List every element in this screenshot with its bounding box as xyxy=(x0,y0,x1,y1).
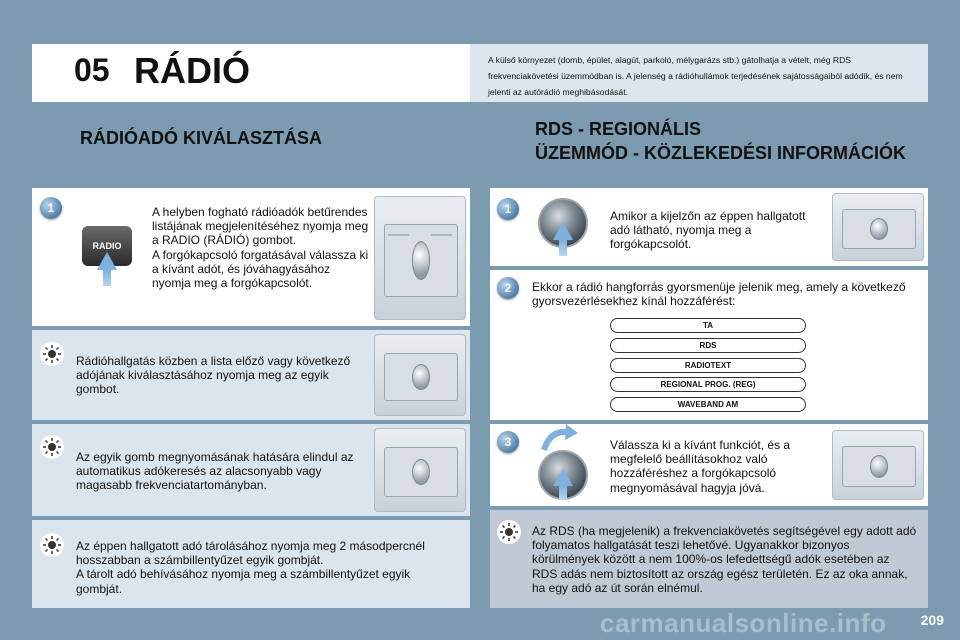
chapter-title: RÁDIÓ xyxy=(134,50,250,91)
right-tip-text: Az RDS (ha megjelenik) a frekvenciakövetés segítségével egy adott adó folyamatos hallgatását teszi lehetővé. Ugyanakkor bizonyos körülmények között a nem 100%-os lefedettségű adók esetében az RDS adás nem biztosított az ország egész területén. Ez az oka annak, ha egy adó az út során elnémul. xyxy=(532,524,917,595)
radio-panel-illustration xyxy=(832,430,924,500)
menu-item-ta[interactable]: TA xyxy=(610,318,806,333)
tip-icon xyxy=(40,533,64,557)
section-title-rds-line2: ÜZEMMÓD - KÖZLEKEDÉSI INFORMÁCIÓK xyxy=(535,143,906,163)
radio-panel-illustration xyxy=(374,428,466,512)
menu-item-waveband-am[interactable]: WAVEBAND AM xyxy=(610,397,806,412)
left-tip1-text: Rádióhallgatás közben a lista előző vagy következő adójának kiválasztásához nyomja meg az egyik gombot. xyxy=(76,354,351,397)
radio-panel-illustration xyxy=(832,193,924,261)
left-step1-text: A helyben fogható rádióadók betűrendes listájának megjelenítéséhez nyomja meg a RADIO (RÁDIÓ) gombot. A forgókapcsoló forgatásával válassza ki a kívánt adót, és jóváhagyásához nyomja meg a forgókapcsolót. xyxy=(152,205,369,291)
watermark: carmanualsonline.info xyxy=(600,608,887,638)
tip-icon xyxy=(40,435,64,459)
radio-panel-illustration xyxy=(374,196,466,320)
menu-item-rds[interactable]: RDS xyxy=(610,338,806,353)
menu-item-radiotext[interactable]: RADIOTEXT xyxy=(610,358,806,373)
menu-item-regional-prog[interactable]: REGIONAL PROG. (REG) xyxy=(610,377,806,392)
left-tip2-text: Az egyik gomb megnyomásának hatására elindul az automatikus adókeresés az alacsonyabb vagy magasabb frekvenciatartományban. xyxy=(76,450,354,493)
press-arrow-icon xyxy=(553,222,573,256)
right-step3-text: Válassza ki a kívánt funkciót, és a megfelelő beállításokhoz való hozzáféréshez a forgókapcsoló megnyomásával hagyja jóvá. xyxy=(610,438,791,495)
section-title-rds xyxy=(535,117,935,165)
press-arrow-icon xyxy=(97,252,117,286)
press-arrow-icon xyxy=(553,468,573,500)
chapter-number: 05 xyxy=(74,52,110,88)
step-badge-2: 2 xyxy=(497,277,519,299)
left-tip3-text: Az éppen hallgatott adó tárolásához nyomja meg 2 másodpercnél hosszabban a számbillentyűzet egyik gombját. A tárolt adó behívásához nyomja meg a számbillentyűzet egyik gombját. xyxy=(76,539,425,596)
radio-button-graphic: RADIO xyxy=(82,226,132,266)
header-note: A külső környezet (domb, épület, alagút, parkoló, mélygarázs stb.) gátolhatja a vételt, még RDS frekvenciakövetési üzemmódban is. A jelenség a rádióhullámok terjedésének sajátosságaiból adódik, és nem jelenti az autórádió meghibásodását. xyxy=(488,55,903,97)
tip-icon xyxy=(497,520,521,544)
right-step2-text: Ekkor a rádió hangforrás gyorsmenüje jelenik meg, amely a következő gyorsvezérlésekhez kínál hozzáférést: xyxy=(532,280,906,309)
step-badge-1: 1 xyxy=(40,197,62,219)
section-title-station-selection: RÁDIÓADÓ KIVÁLASZTÁSA xyxy=(80,128,322,148)
section-title-rds-line1: RDS - REGIONÁLIS xyxy=(535,119,702,139)
tip-icon xyxy=(40,342,64,366)
right-step1-text: Amikor a kijelzőn az éppen hallgatott adó látható, nyomja meg a forgókapcsolót. xyxy=(610,209,806,252)
step-badge-3: 3 xyxy=(497,431,519,453)
page-number: 209 xyxy=(920,612,944,628)
step-badge-1: 1 xyxy=(497,198,519,220)
radio-panel-illustration xyxy=(374,334,466,416)
